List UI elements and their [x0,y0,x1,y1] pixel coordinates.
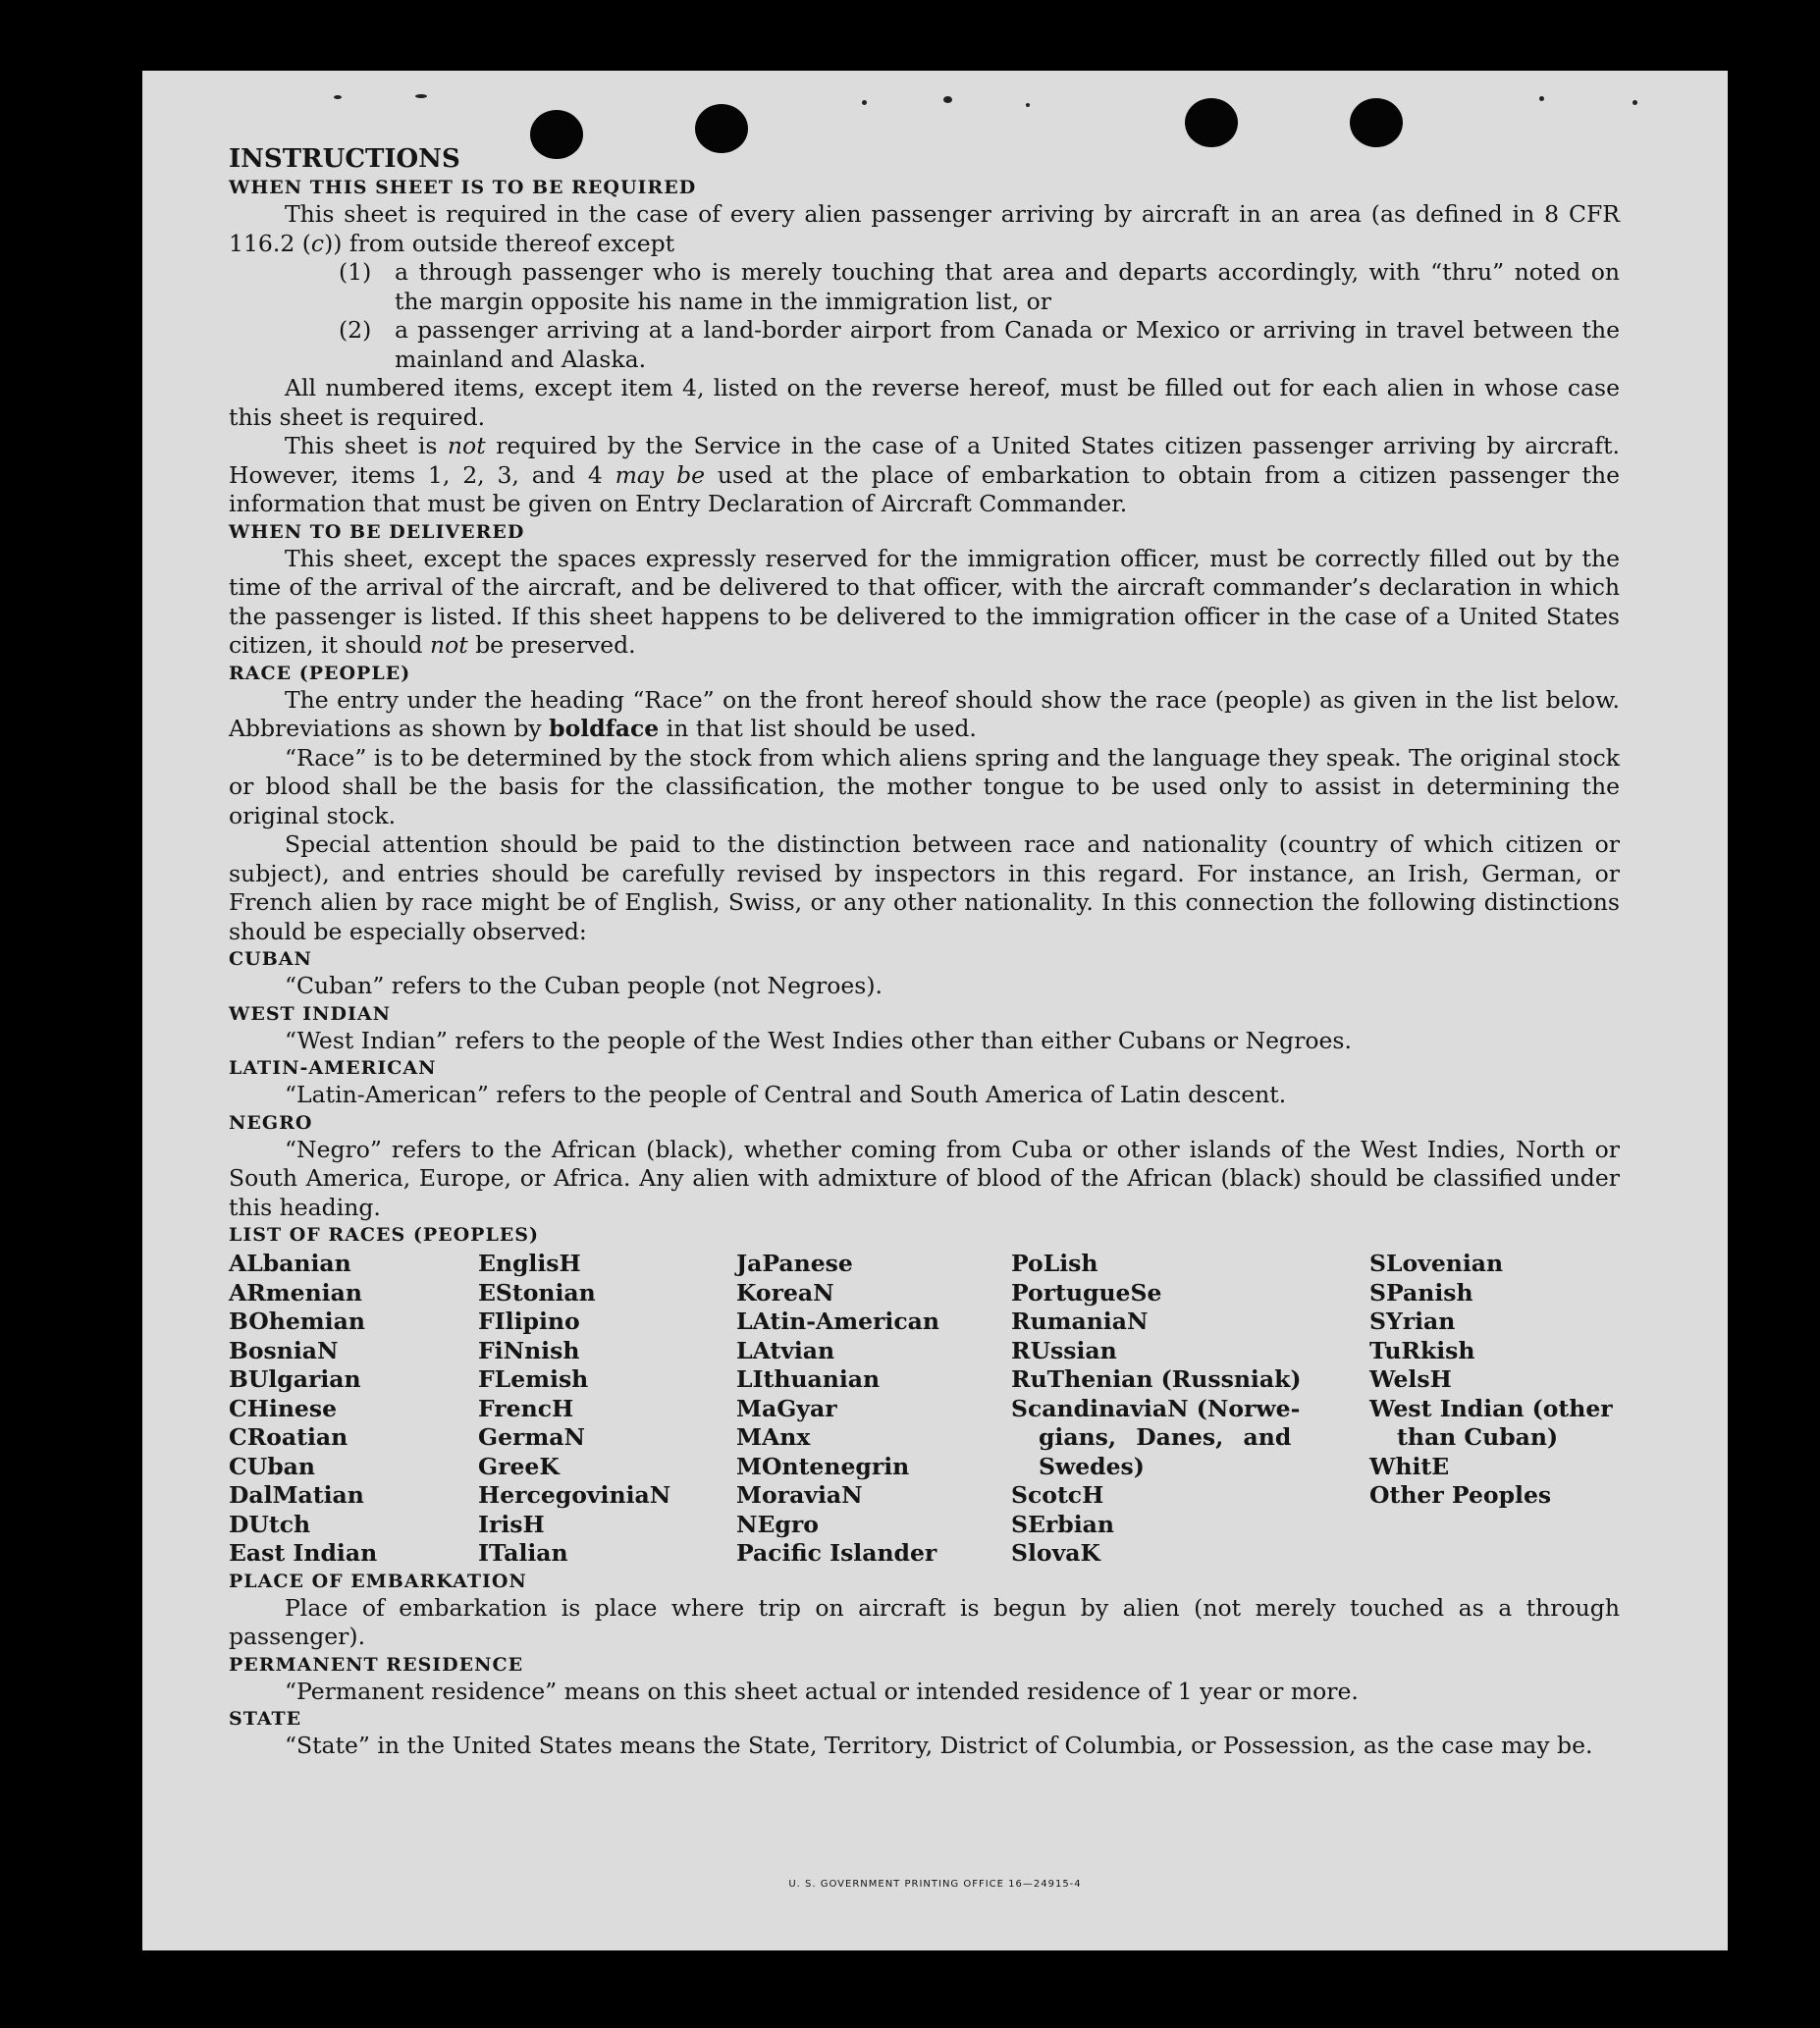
race-entry: GreeK [478,1452,560,1480]
section-heading-embarkation: PLACE OF EMBARKATION [229,1570,527,1592]
paragraph-race-entry: The entry under the heading “Race” on the front hereof should show the race (people) as given in the list below. Abbreviations as shown by boldface in that list should be used. [229,685,1620,742]
races-column-1 [229,1250,478,1569]
races-column-4 [1011,1250,1369,1569]
race-entry: Pacific Islander [736,1539,937,1567]
race-entry: ScotcH [1011,1481,1104,1509]
paragraph-required: This sheet is required in the case of every alien passenger arriving by aircraft in an area (as defined in 8 CFR 116.2 (c)) from outside thereof except [229,200,1620,257]
paragraph-permanent-residence: “Permanent residence” means on this sheet actual or intended residence of 1 year or more. [285,1677,1359,1705]
race-entry: SlovaK [1011,1539,1100,1567]
paragraph-negro: “Negro” refers to the African (black), whether coming from Cuba or other islands of the West Indies, North or South America, Europe, or Africa. Any alien with admixture of blood of the African (black) should be classified under this heading. [229,1135,1620,1221]
speck [943,96,952,103]
exception-number: (1) [339,258,372,286]
page-title: INSTRUCTIONS [229,144,460,174]
exception-text: a passenger arriving at a land-border airport from Canada or Mexico or arriving in travel between the mainland and Alaska. [395,316,1620,373]
race-entry: NEgro [736,1510,819,1538]
race-entry: MoraviaN [736,1481,863,1509]
race-entry: SPanish [1369,1278,1473,1307]
race-entry: PortugueSe [1011,1278,1162,1307]
speck [415,94,427,98]
paragraph-latin-american: “Latin-American” refers to the people of Central and South America of Latin descent. [285,1081,1287,1108]
section-heading-latin-american: LATIN-AMERICAN [229,1057,437,1079]
paragraph-numbered-items: All numbered items, except item 4, listed on the reverse hereof, must be filled out for each alien in whose case this sheet is required. [229,374,1620,431]
paragraph-citizen: This sheet is not required by the Service in the case of a United States citizen passenger arriving by aircraft. However, items 1, 2, 3, and 4 may be used at the place of embarkation to obtain from a citizen passenger the information that must be given on Entry Declaration of Aircraft Commander. [229,432,1621,517]
race-entry: CHinese [229,1394,338,1422]
race-entry: RumaniaN [1011,1308,1149,1335]
exception-item [339,258,1620,316]
race-entry: PoLish [1011,1250,1098,1277]
race-entry: LAtvian [736,1336,835,1364]
section-heading-when-delivered: WHEN TO BE DELIVERED [229,520,525,543]
race-entry: West Indian (other [1369,1394,1613,1422]
paragraph-state: “State” in the United States means the State, Territory, District of Columbia, or Possession, as the case may be. [285,1732,1593,1759]
paragraph-race-nationality: Special attention should be paid to the distinction between race and nationality (country of which citizen or subject), and entries should be carefully revised by inspectors in this regard. For instance, an Irish, German, or French alien by race might be of English, Swiss, or any other nationality. In this connection the following distinctions should be especially observed: [229,830,1620,945]
race-entry: MAnx [736,1423,811,1451]
race-entry: DalMatian [229,1481,364,1509]
race-entry: RUssian [1011,1336,1117,1364]
race-entry: EStonian [478,1278,596,1307]
race-entry: SErbian [1011,1510,1114,1538]
race-entry: TuRkish [1369,1336,1475,1364]
race-entry: Other Peoples [1369,1481,1552,1509]
exception-number: (2) [339,316,372,344]
race-entry-continuation: Swedes) [1039,1452,1145,1480]
race-entry: FIlipino [478,1308,580,1335]
speck [1633,100,1637,105]
section-heading-state: STATE [229,1708,302,1730]
race-entry: IrisH [478,1510,545,1538]
race-entry: HercegoviniaN [478,1481,671,1509]
race-entry: SYrian [1369,1308,1456,1335]
paragraph-delivery: This sheet, except the spaces expressly reserved for the immigration officer, must be correctly filled out by the time of the arrival of the aircraft, and be delivered to that officer, with the aircraft commander’s declaration in which the passenger is listed. If this sheet happens to be delivered to the immigration officer in the case of a United States citizen, it should not be preserved. [229,544,1620,659]
race-entry: FLemish [478,1365,589,1393]
race-entry: WelsH [1369,1365,1452,1393]
races-column-3 [736,1250,1011,1569]
race-entry: CRoatian [229,1423,348,1451]
document-page [142,71,1728,1950]
race-entry: WhitE [1369,1452,1450,1480]
race-entry: BosniaN [229,1336,339,1364]
race-entry: EnglisH [478,1250,581,1277]
race-entry: ARmenian [229,1278,362,1307]
race-entry: East Indian [229,1539,378,1567]
printer-imprint: U. S. GOVERNMENT PRINTING OFFICE 16—24915-4 [788,1879,1082,1890]
race-entry: SLovenian [1369,1250,1504,1277]
race-entry: ScandinaviaN (Norwe- [1011,1394,1301,1422]
race-entry: GermaN [478,1423,585,1451]
section-heading-negro: NEGRO [229,1111,313,1134]
section-heading-when-required: WHEN THIS SHEET IS TO BE REQUIRED [229,177,697,198]
race-entry: ALbanian [229,1250,351,1277]
paragraph-race-definition: “Race” is to be determined by the stock from which aliens spring and the language they speak. The original stock or blood shall be the basis for the classification, the mother tongue to be used only to assist in determining the original stock. [229,743,1620,829]
section-heading-cuban: CUBAN [229,948,312,970]
paragraph-cuban: “Cuban” refers to the Cuban people (not Negroes). [285,972,883,999]
race-entry: JaPanese [736,1250,853,1277]
speck [1539,96,1544,101]
exception-text: a through passenger who is merely touching that area and departs accordingly, with “thru” noted on the margin opposite his name in the immigration list, or [395,258,1620,315]
races-list [229,1250,1620,1569]
race-entry: FrencH [478,1394,574,1422]
races-column-5 [1369,1250,1620,1569]
race-entry: LAtin-American [736,1308,939,1335]
section-heading-race: RACE (PEOPLE) [229,662,411,684]
instructions-body [229,143,1620,1761]
race-entry-continuation: than Cuban) [1397,1423,1559,1451]
race-entry-continuation: gians, Danes, and [1039,1423,1292,1451]
speck [334,95,342,99]
race-entry: ITalian [478,1539,568,1567]
race-entry: BUlgarian [229,1365,361,1393]
races-column-2 [478,1250,736,1569]
paragraph-embarkation: Place of embarkation is place where trip on aircraft is begun by alien (not merely touched as a through passenger). [229,1593,1620,1650]
race-entry: CUban [229,1452,315,1480]
race-entry: MOntenegrin [736,1452,910,1480]
speck [862,100,867,105]
paragraph-west-indian: “West Indian” refers to the people of the West Indies other than either Cubans or Negroes. [285,1026,1352,1054]
section-heading-west-indian: WEST INDIAN [229,1002,392,1025]
race-entry: LIthuanian [736,1365,881,1393]
speck [1026,103,1030,107]
race-entry: KoreaN [736,1278,834,1307]
punch-hole [1185,98,1238,147]
section-heading-list-of-races: LIST OF RACES (PEOPLES) [229,1224,539,1246]
section-heading-permanent-residence: PERMANENT RESIDENCE [229,1653,524,1676]
race-entry: FiNnish [478,1336,580,1364]
race-entry: DUtch [229,1510,311,1538]
race-entry: MaGyar [736,1394,837,1422]
punch-hole [1350,98,1403,147]
exception-item [339,316,1620,374]
race-entry: BOhemian [229,1308,365,1335]
race-entry: RuThenian (Russniak) [1011,1365,1302,1393]
